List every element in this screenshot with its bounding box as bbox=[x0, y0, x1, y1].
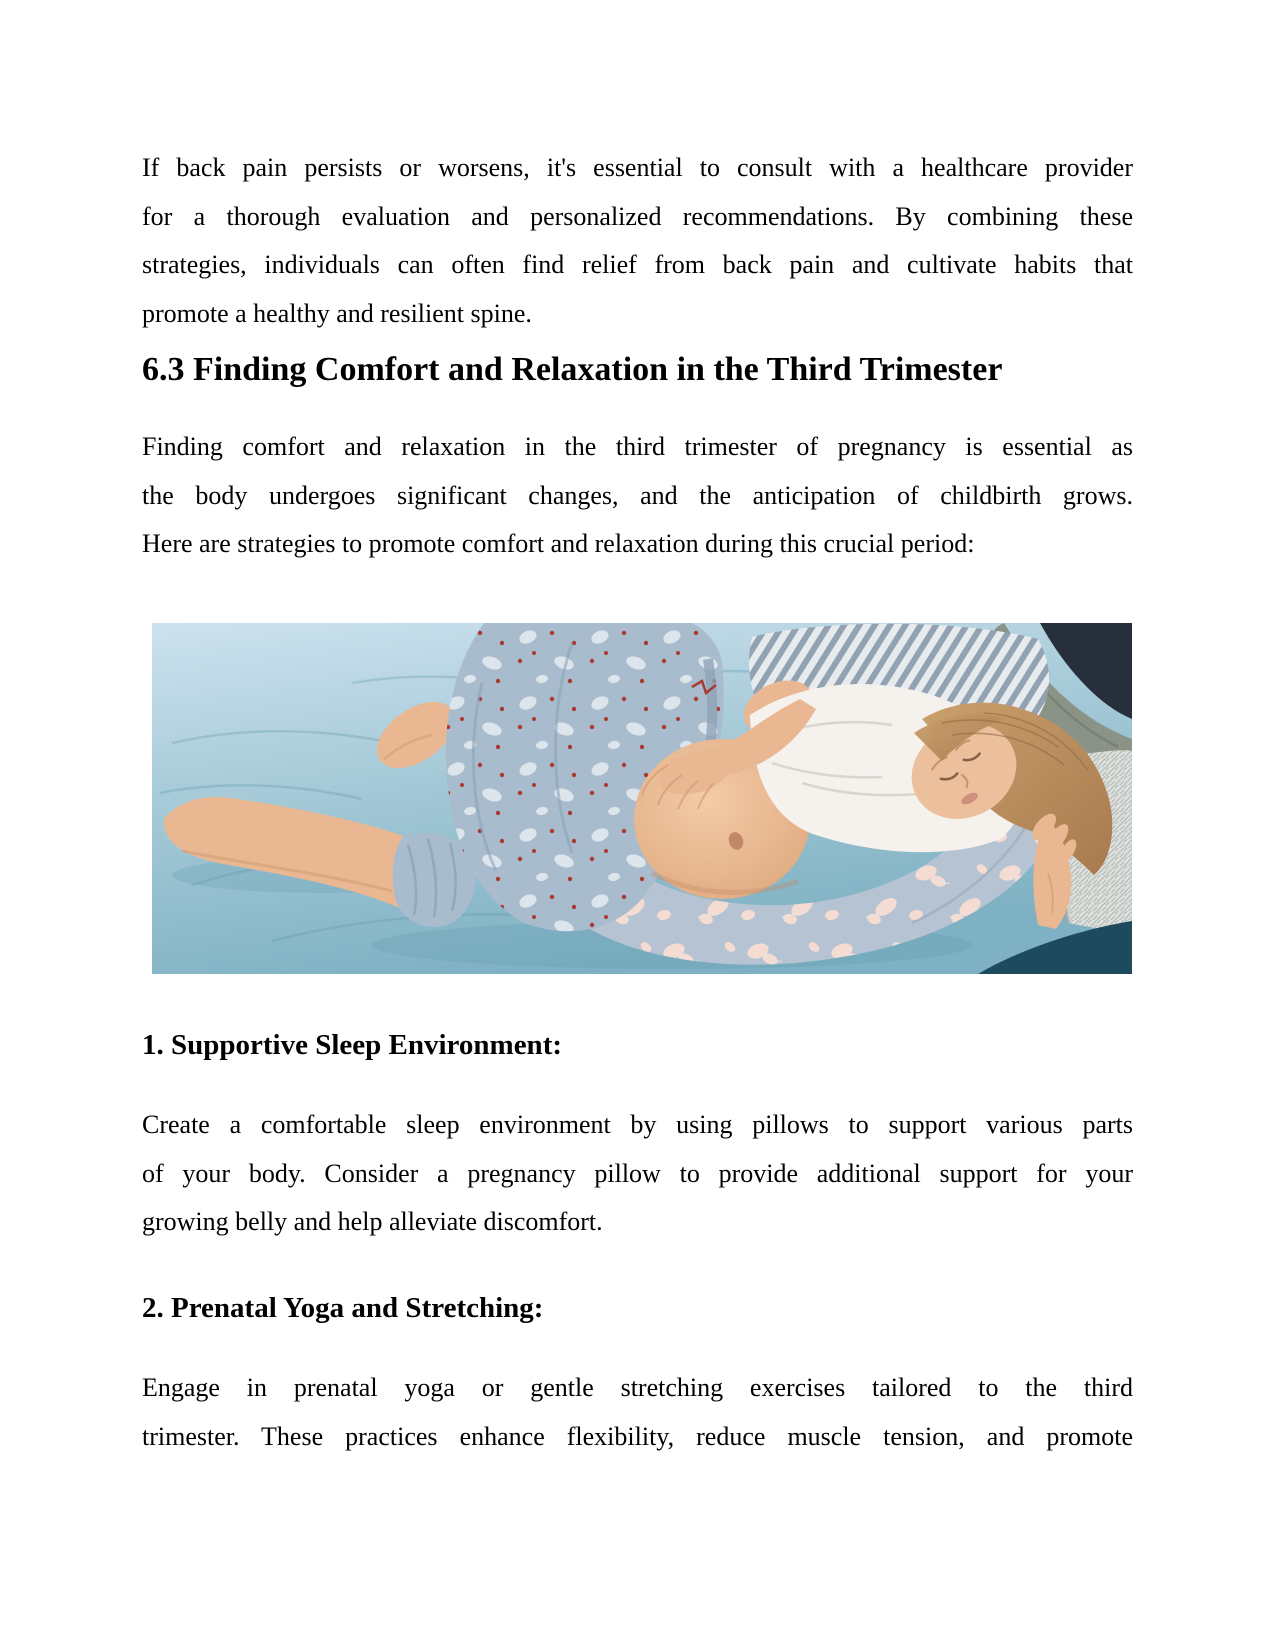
text-line: Here are strategies to promote comfort and relaxation during this crucial period: bbox=[142, 529, 975, 558]
text-line: Engage in prenatal yoga or gentle stretching exercises tailored to the third bbox=[142, 1373, 1133, 1402]
pregnancy-photo-illustration bbox=[152, 623, 1132, 974]
paragraph-prenatal-yoga bbox=[142, 1364, 1133, 1461]
text-line: strategies, individuals can often find relief from back pain and cultivate habits that bbox=[142, 250, 1133, 279]
text-line: If back pain persists or worsens, it's essential to consult with a healthcare provider bbox=[142, 153, 1133, 182]
paragraph-back-pain bbox=[142, 144, 1133, 338]
text-line: of your body. Consider a pregnancy pillow to provide additional support for your bbox=[142, 1158, 1133, 1188]
subsection-title-prenatal-yoga: 2. Prenatal Yoga and Stretching: bbox=[142, 1292, 544, 1324]
paragraph-lead bbox=[142, 423, 1133, 569]
text-line: promote a healthy and resilient spine. bbox=[142, 298, 532, 328]
text-line: trimester. These practices enhance flexibility, reduce muscle tension, and promote bbox=[142, 1421, 1133, 1451]
section-heading: 6.3 Finding Comfort and Relaxation in the Third Trimester bbox=[142, 351, 1003, 388]
subsection-title-sleep-environment: 1. Supportive Sleep Environment: bbox=[142, 1029, 563, 1061]
page-content bbox=[142, 0, 1133, 1650]
paragraph-sleep-environment bbox=[142, 1101, 1133, 1247]
text-line: for a thorough evaluation and personalized recommendations. By combining these bbox=[142, 201, 1133, 231]
text-line: Finding comfort and relaxation in the third trimester of pregnancy is essential as bbox=[142, 432, 1133, 461]
article-image bbox=[152, 623, 1132, 974]
text-line: growing belly and help alleviate discomfort. bbox=[142, 1207, 603, 1236]
text-line: Create a comfortable sleep environment by using pillows to support various parts bbox=[142, 1110, 1133, 1139]
text-line: the body undergoes significant changes, and the anticipation of childbirth grows. bbox=[142, 480, 1133, 510]
